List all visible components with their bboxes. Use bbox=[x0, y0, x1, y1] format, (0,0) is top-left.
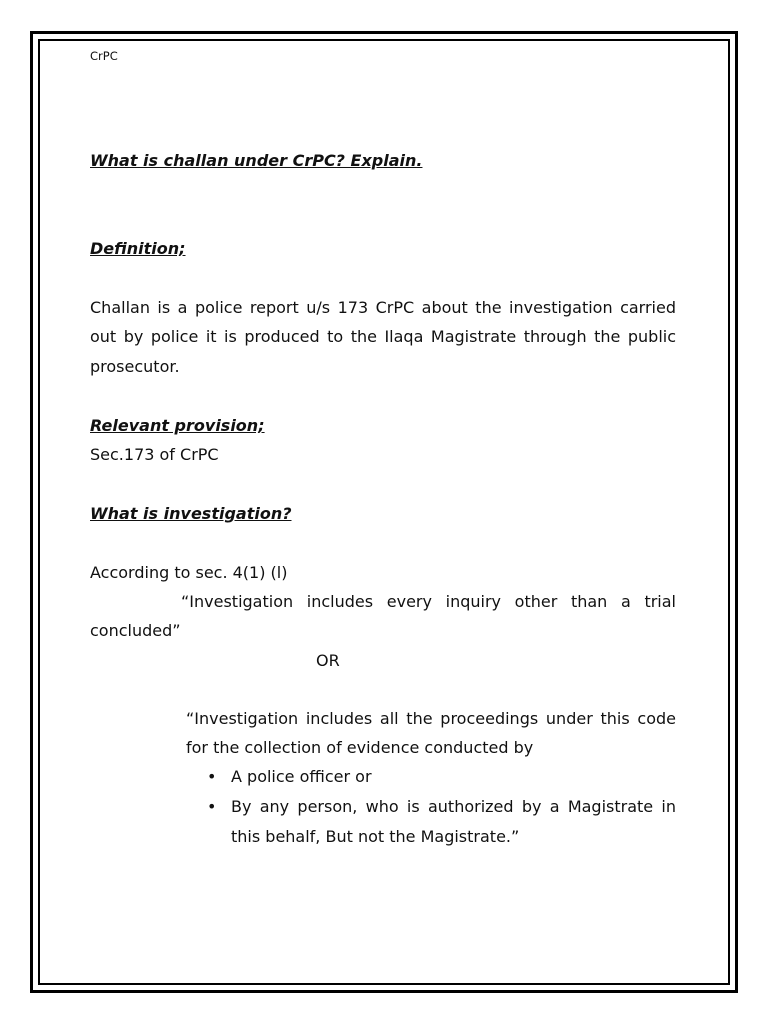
bullet-item-1 bbox=[207, 762, 677, 792]
bullet-item-1-text: A police officer or bbox=[231, 767, 372, 786]
quote-2-line-1: “Investigation includes all the proceedings under this code bbox=[186, 709, 676, 728]
definition-line-2: out by police it is produced to the Ilaqa Magistrate through the public bbox=[90, 327, 676, 346]
or-separator: OR bbox=[316, 651, 340, 670]
according-to-section: According to sec. 4(1) (l) bbox=[90, 563, 288, 582]
definition-heading: Definition; bbox=[90, 239, 186, 258]
bullet-item-2-line-2: this behalf, But not the Magistrate.” bbox=[231, 826, 520, 846]
bullet-item-2-line-1: By any person, who is authorized by a Magistrate in bbox=[231, 797, 676, 816]
investigation-heading: What is investigation? bbox=[90, 504, 292, 523]
definition-line-3: prosecutor. bbox=[90, 357, 180, 376]
bullet-dot-icon: • bbox=[207, 797, 217, 816]
quote-1-line-1: “Investigation includes every inquiry other than a trial bbox=[181, 592, 676, 611]
relevant-provision-text: Sec.173 of CrPC bbox=[90, 445, 219, 464]
bullet-item-2 bbox=[207, 792, 677, 852]
relevant-provision-heading: Relevant provision; bbox=[90, 416, 265, 435]
page-header-label: CrPC bbox=[90, 49, 118, 63]
quote-2-line-2: for the collection of evidence conducted by bbox=[186, 738, 534, 757]
document-title: What is challan under CrPC? Explain. bbox=[90, 151, 423, 170]
quote-1-line-2: concluded” bbox=[90, 621, 181, 640]
bullet-dot-icon: • bbox=[207, 767, 217, 786]
definition-line-1: Challan is a police report u/s 173 CrPC about the investigation carried bbox=[90, 298, 676, 317]
